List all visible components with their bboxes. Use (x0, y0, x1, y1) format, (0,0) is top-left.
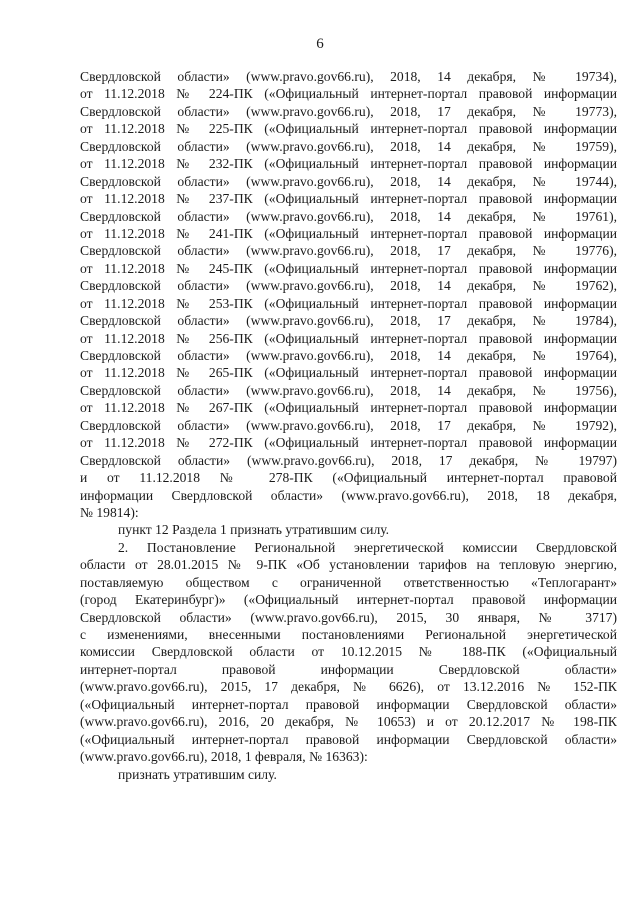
text-line: Свердловской области» (www.pravo.gov66.ru), 2018, 17 декабря, № 19776), (80, 243, 617, 259)
text-line: Свердловской области» (www.pravo.gov66.ru), 2015, 30 января, № 3717) (80, 609, 617, 625)
text-line: от 11.12.2018 № 241-ПК («Официальный интернет-портал правовой информации (80, 225, 617, 241)
text-line: пункт 12 Раздела 1 признать утратившим силу. (118, 522, 390, 538)
text-line: от 11.12.2018 № 225-ПК («Официальный интернет-портал правовой информации (80, 121, 617, 137)
text-line: признать утратившим силу. (118, 766, 277, 782)
text-line: поставляемую обществом с ограниченной ответственностью «Теплогарант» (80, 574, 617, 590)
text-line: комиссии Свердловской области от 10.12.2015 № 188-ПК («Официальный (80, 644, 617, 660)
text-line: (www.pravo.gov66.ru), 2016, 20 декабря, № 10653) и от 20.12.2017 № 198-ПК (80, 714, 617, 730)
text-line: («Официальный интернет-портал правовой информации Свердловской области» (80, 696, 617, 712)
text-line: от 11.12.2018 № 237-ПК («Официальный интернет-портал правовой информации (80, 191, 617, 207)
text-line: интернет-портал правовой информации Свердловской области» (80, 661, 617, 677)
text-line: с изменениями, внесенными постановлениями Региональной энергетической (80, 627, 617, 642)
text-line: Свердловской области» (www.pravo.gov66.ru), 2018, 14 декабря, № 19764), (80, 348, 617, 363)
text-line: от 11.12.2018 № 267-ПК («Официальный интернет-портал правовой информации (80, 400, 617, 416)
text-line: от 11.12.2018 № 265-ПК («Официальный интернет-портал правовой информации (80, 365, 617, 381)
text-line: Свердловской области» (www.pravo.gov66.ru), 2018, 14 декабря, № 19759), (80, 138, 617, 154)
text-line: (www.pravo.gov66.ru), 2015, 17 декабря, № 6626), от 13.12.2016 № 152-ПК (80, 679, 617, 695)
text-line: («Официальный интернет-портал правовой информации Свердловской области» (80, 731, 617, 747)
text-line: 2. Постановление Региональной энергетической комиссии Свердловской (118, 539, 617, 555)
text-line: Свердловской области» (www.pravo.gov66.ru), 2018, 14 декабря, № 19734), (80, 69, 617, 84)
text-line: Свердловской области» (www.pravo.gov66.ru), 2018, 17 декабря, № 19797) (80, 452, 617, 468)
text-line: области от 28.01.2015 № 9-ПК «Об установлении тарифов на тепловую энергию, (80, 557, 617, 573)
text-line: Свердловской области» (www.pravo.gov66.ru), 2018, 14 декабря, № 19762), (80, 278, 617, 294)
text-line: от 11.12.2018 № 245-ПК («Официальный интернет-портал правовой информации (80, 260, 617, 276)
text-line: Свердловской области» (www.pravo.gov66.ru), 2018, 14 декабря, № 19761), (80, 208, 617, 224)
text-line: от 11.12.2018 № 232-ПК («Официальный интернет-портал правовой информации (80, 156, 617, 172)
text-line: от 11.12.2018 № 224-ПК («Официальный интернет-портал правовой информации (80, 86, 617, 102)
text-line: Свердловской области» (www.pravo.gov66.ru), 2018, 14 декабря, № 19756), (80, 382, 617, 398)
text-line: от 11.12.2018 № 256-ПК («Официальный интернет-портал правовой информации (80, 330, 617, 346)
text-line: и от 11.12.2018 № 278-ПК («Официальный интернет-портал правовой (80, 470, 617, 486)
document-body (80, 68, 617, 783)
text-line: (www.pravo.gov66.ru), 2018, 1 февраля, № 16363): (80, 749, 368, 765)
text-line: № 19814): (80, 504, 139, 520)
text-line: от 11.12.2018 № 253-ПК («Официальный интернет-портал правовой информации (80, 295, 617, 311)
text-line: Свердловской области» (www.pravo.gov66.ru), 2018, 17 декабря, № 19784), (80, 313, 617, 329)
text-line: от 11.12.2018 № 272-ПК («Официальный интернет-портал правовой информации (80, 435, 617, 451)
page-number: 6 (316, 36, 324, 52)
text-line: Свердловской области» (www.pravo.gov66.ru), 2018, 14 декабря, № 19744), (80, 173, 617, 189)
text-line: Свердловской области» (www.pravo.gov66.ru), 2018, 17 декабря, № 19792), (80, 417, 617, 433)
text-line: Свердловской области» (www.pravo.gov66.ru), 2018, 17 декабря, № 19773), (80, 103, 617, 119)
text-line: информации Свердловской области» (www.pravo.gov66.ru), 2018, 18 декабря, (80, 487, 617, 503)
text-line: (город Екатеринбург)» («Официальный интернет-портал правовой информации (80, 592, 617, 608)
